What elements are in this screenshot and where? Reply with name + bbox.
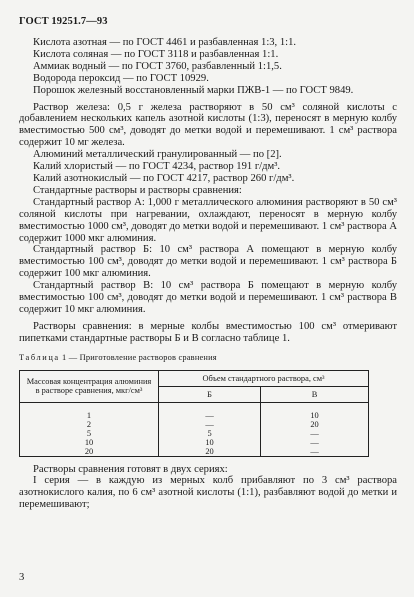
paragraph: Алюминий металлический гранулированный — по [2]. (33, 149, 282, 161)
cell-volume-b: — (159, 420, 261, 429)
paragraph: Растворы сравнения готовят в двух сериях: (33, 463, 228, 475)
paragraph: Кислота азотная — по ГОСТ 4461 и разбавленная 1:3, 1:1. (33, 37, 297, 48)
column-header-volume: Объем стандартного раствора, см³ (159, 370, 369, 386)
table-row (20, 447, 369, 457)
paragraph: Стандартный раствор А: 1,000 г металлического алюминия растворяют в 50 см³ соляной кислоты при нагревании, охлаждают, переносят в мерную колбу вместимостью 1000 см³, доводят до метки водой и перемешивают. 1 см³ раствора А содержит 1000 мкг алюминия. (19, 196, 397, 244)
paragraph: Калий азотнокислый — по ГОСТ 4217, раствор 260 г/дм³. (33, 172, 295, 184)
table-caption (19, 352, 397, 364)
paragraph: Порошок железный восстановленный марки ПЖВ-1 — по ГОСТ 9849. (33, 84, 354, 96)
document-body (19, 37, 397, 511)
table-row (20, 429, 369, 438)
table-row (20, 438, 369, 447)
column-header-v: В (261, 386, 369, 402)
cell-volume-v: — (261, 429, 369, 438)
cell-concentration: 1 (20, 402, 159, 420)
cell-volume-b: 20 (159, 447, 261, 457)
paragraph: Раствор железа: 0,5 г железа растворяют в 50 см³ соляной кислоты с добавлением нескольких капель азотной кислоты (1:3), переносят в мерную колбу вместимостью 500 см³, доводят до метки водой и перемешивают. 1 см³ раствора содержит 10 мг железа. (19, 101, 397, 149)
table-row (20, 402, 369, 420)
paragraph: Кислота соляная — по ГОСТ 3118 и разбавленная 1:1. (33, 48, 279, 60)
paragraph: Стандартный раствор Б: 10 см³ раствора А помещают в мерную колбу вместимостью 100 см³, доводят до метки водой и перемешивают. 1 см³ раствора Б содержит 100 мкг алюминия. (19, 244, 397, 280)
cell-volume-v: — (261, 438, 369, 447)
cell-volume-b: — (159, 402, 261, 420)
cell-concentration: 5 (20, 429, 159, 438)
paragraph: Калий хлористый — по ГОСТ 4234, раствор 191 г/дм³. (33, 161, 281, 173)
cell-volume-v: 20 (261, 420, 369, 429)
paragraph: I серия — в каждую из мерных колб прибавляют по 3 см³ раствора азотнокислого калия, по 6 см³ азотной кислоты (1:1), разбавляют водой до метки и перемешивают; (19, 475, 397, 511)
table-row (20, 420, 369, 429)
cell-volume-v: 10 (261, 402, 369, 420)
cell-volume-b: 10 (159, 438, 261, 447)
cell-volume-v: — (261, 447, 369, 457)
page-number: 3 (19, 572, 25, 583)
comparison-solutions-table (19, 370, 369, 457)
paragraph: Стандартный раствор В: 10 см³ раствора Б помещают в мерную колбу вместимостью 100 см³, доводят до метки водой и перемешивают. 1 см³ раствора В содержит 10 мкг алюминия. (19, 280, 397, 315)
paragraph: Водорода пероксид — по ГОСТ 10929. (33, 72, 209, 84)
paragraph: Растворы сравнения: в мерные колбы вместимостью 100 см³ отмеривают пипетками стандартные растворы Б и В согласно таблице 1. (19, 320, 397, 344)
cell-volume-b: 5 (159, 429, 261, 438)
cell-concentration: 20 (20, 447, 159, 457)
table-caption-label: Таблица (19, 352, 60, 362)
column-header-concentration: Массовая концентрация алюминия в растворе сравнения, мкг/см³ (20, 370, 159, 402)
standard-header: ГОСТ 19251.7—93 (19, 16, 108, 27)
paragraph: Аммиак водный — по ГОСТ 3760, разбавленный 1:1,5. (33, 60, 282, 72)
column-header-b: Б (159, 386, 261, 402)
cell-concentration: 10 (20, 438, 159, 447)
paragraph: Стандартные растворы и растворы сравнения: (33, 184, 242, 196)
table-caption-text: 1 — Приготовление растворов сравнения (62, 352, 217, 362)
cell-concentration: 2 (20, 420, 159, 429)
